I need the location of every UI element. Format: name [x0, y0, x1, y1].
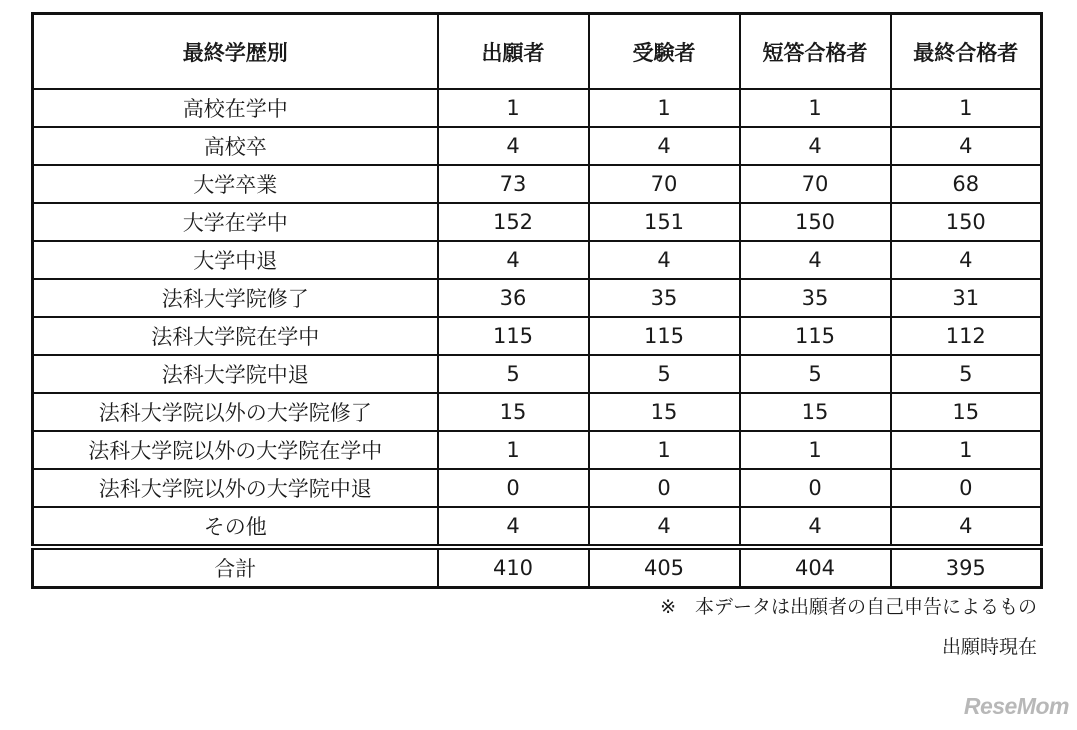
table-row	[33, 89, 1042, 127]
header-education: 最終学歴別	[33, 14, 438, 90]
table-row	[33, 431, 1042, 469]
cell-examinees: 115	[589, 317, 740, 355]
table-header	[33, 14, 1042, 90]
cell-short-answer-passers: 5	[740, 355, 891, 393]
total-label: 合計	[33, 547, 438, 588]
total-examinees: 405	[589, 547, 740, 588]
table-row	[33, 203, 1042, 241]
cell-applicants: 0	[438, 469, 589, 507]
table-row	[33, 355, 1042, 393]
cell-examinees: 0	[589, 469, 740, 507]
table-row	[33, 279, 1042, 317]
cell-final-passers: 68	[891, 165, 1042, 203]
table-row	[33, 127, 1042, 165]
row-label: 法科大学院中退	[33, 355, 438, 393]
cell-applicants: 4	[438, 241, 589, 279]
cell-final-passers: 5	[891, 355, 1042, 393]
cell-examinees: 70	[589, 165, 740, 203]
cell-applicants: 5	[438, 355, 589, 393]
footnotes	[660, 587, 1037, 667]
cell-short-answer-passers: 15	[740, 393, 891, 431]
cell-final-passers: 4	[891, 127, 1042, 165]
cell-applicants: 36	[438, 279, 589, 317]
table-row	[33, 507, 1042, 547]
cell-applicants: 1	[438, 89, 589, 127]
row-label: 大学卒業	[33, 165, 438, 203]
table-row	[33, 165, 1042, 203]
row-label: 高校卒	[33, 127, 438, 165]
cell-final-passers: 150	[891, 203, 1042, 241]
row-label: 大学在学中	[33, 203, 438, 241]
cell-final-passers: 15	[891, 393, 1042, 431]
cell-final-passers: 31	[891, 279, 1042, 317]
row-label: 大学中退	[33, 241, 438, 279]
cell-examinees: 4	[589, 127, 740, 165]
cell-applicants: 152	[438, 203, 589, 241]
cell-final-passers: 4	[891, 507, 1042, 547]
header-row	[33, 14, 1042, 90]
cell-short-answer-passers: 4	[740, 127, 891, 165]
header-applicants: 出願者	[438, 14, 589, 90]
row-label: 法科大学院在学中	[33, 317, 438, 355]
row-label: 法科大学院修了	[33, 279, 438, 317]
row-label: その他	[33, 507, 438, 547]
table-row	[33, 469, 1042, 507]
cell-final-passers: 1	[891, 431, 1042, 469]
resemom-logo: ReseMom	[963, 693, 1069, 719]
footnote-self-report: ※ 本データは出願者の自己申告によるもの	[660, 596, 1037, 618]
cell-examinees: 151	[589, 203, 740, 241]
cell-final-passers: 0	[891, 469, 1042, 507]
total-final-passers: 395	[891, 547, 1042, 588]
cell-short-answer-passers: 70	[740, 165, 891, 203]
header-final-passers: 最終合格者	[891, 14, 1042, 90]
total-applicants: 410	[438, 547, 589, 588]
cell-examinees: 1	[589, 431, 740, 469]
applicant-statistics-table	[31, 12, 1043, 589]
cell-short-answer-passers: 115	[740, 317, 891, 355]
table-row	[33, 393, 1042, 431]
cell-applicants: 4	[438, 507, 589, 547]
cell-final-passers: 112	[891, 317, 1042, 355]
table-row	[33, 241, 1042, 279]
cell-applicants: 4	[438, 127, 589, 165]
cell-examinees: 4	[589, 241, 740, 279]
cell-short-answer-passers: 4	[740, 241, 891, 279]
cell-short-answer-passers: 150	[740, 203, 891, 241]
table-body	[33, 89, 1042, 588]
cell-short-answer-passers: 0	[740, 469, 891, 507]
cell-short-answer-passers: 4	[740, 507, 891, 547]
cell-final-passers: 1	[891, 89, 1042, 127]
cell-applicants: 15	[438, 393, 589, 431]
cell-final-passers: 4	[891, 241, 1042, 279]
header-examinees: 受験者	[589, 14, 740, 90]
row-label: 法科大学院以外の大学院中退	[33, 469, 438, 507]
row-label: 法科大学院以外の大学院修了	[33, 393, 438, 431]
cell-examinees: 35	[589, 279, 740, 317]
total-short-answer-passers: 404	[740, 547, 891, 588]
header-short-answer-passers: 短答合格者	[740, 14, 891, 90]
cell-examinees: 5	[589, 355, 740, 393]
cell-short-answer-passers: 35	[740, 279, 891, 317]
row-label: 高校在学中	[33, 89, 438, 127]
cell-applicants: 73	[438, 165, 589, 203]
cell-applicants: 115	[438, 317, 589, 355]
cell-examinees: 4	[589, 507, 740, 547]
cell-examinees: 1	[589, 89, 740, 127]
table-row	[33, 317, 1042, 355]
cell-examinees: 15	[589, 393, 740, 431]
total-row	[33, 547, 1042, 588]
cell-short-answer-passers: 1	[740, 89, 891, 127]
row-label: 法科大学院以外の大学院在学中	[33, 431, 438, 469]
cell-short-answer-passers: 1	[740, 431, 891, 469]
cell-applicants: 1	[438, 431, 589, 469]
footnote-as-of-application: 出願時現在	[941, 636, 1037, 658]
